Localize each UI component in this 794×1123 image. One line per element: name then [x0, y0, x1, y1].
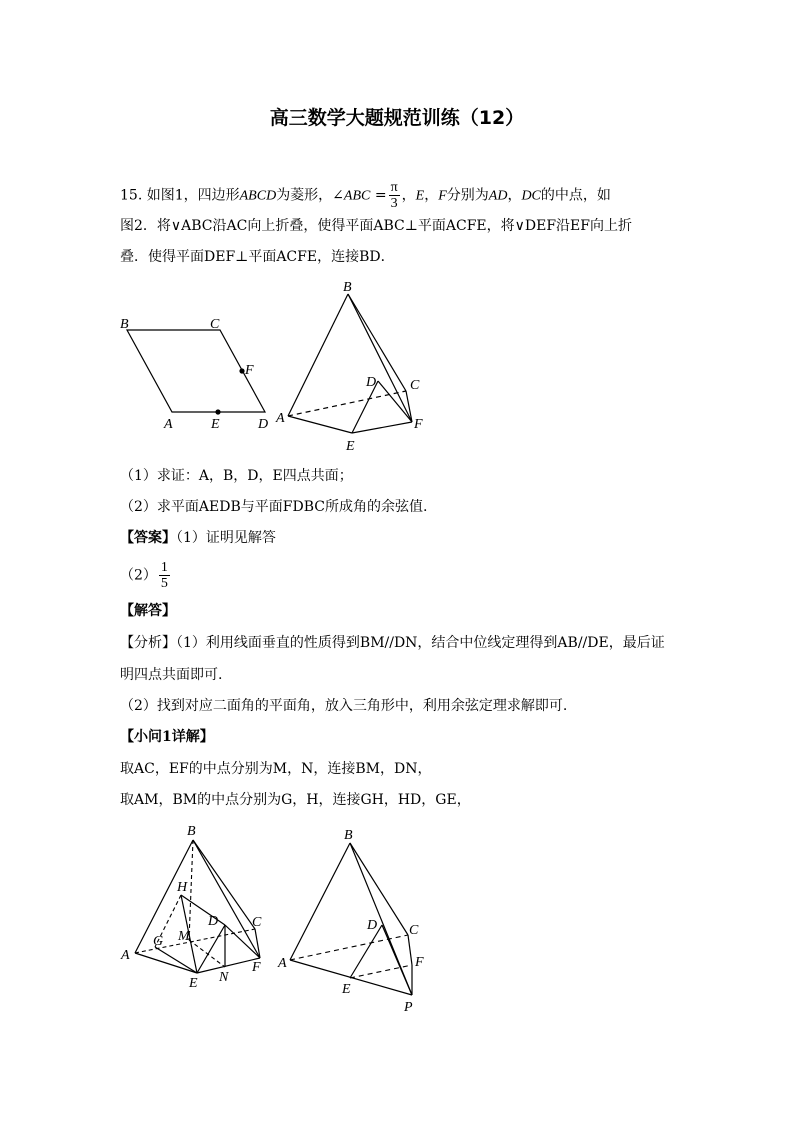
fig1-label-a: A: [164, 417, 173, 432]
problem-line-2: 图2．将∨ABC沿AC向上折叠，使得平面ABC⊥平面ACFE，将∨DEF沿EF向上折: [120, 218, 632, 234]
fig3-label-c: C: [252, 915, 262, 930]
fig3-label-b: B: [187, 824, 196, 839]
part1-label: 【小问1详解】: [120, 729, 214, 745]
fig2-label-b: B: [343, 280, 352, 295]
fig2-label-d: D: [366, 375, 377, 390]
problem-line-1: 15. 如图1，四边形ABCD为菱形，∠ABC = $\frac{\pi}{3}$ ，E，F分别为AD，DC的中点，如: [120, 180, 611, 211]
answer-line: 【答案】（1）证明见解答: [120, 530, 276, 546]
fig4-label-c: C: [409, 923, 419, 938]
fig4-label-a: A: [278, 956, 287, 971]
step-2: 取AM，BM的中点分别为G，H，连接GH，HD，GE，: [120, 792, 471, 808]
figure-4-solid: [272, 815, 442, 1015]
point-f: [239, 368, 244, 373]
figure-1-rhombus: [110, 310, 280, 435]
fig2-label-e: E: [346, 439, 355, 454]
figure-3-solid: [115, 815, 275, 995]
fig3-label-f: F: [252, 960, 261, 975]
problem-line-3: 叠．使得平面DEF⊥平面ACFE，连接BD．: [120, 249, 395, 265]
fig4-label-e: E: [342, 982, 351, 997]
fig2-label-f: F: [414, 417, 423, 432]
fig2-label-c: C: [410, 378, 420, 393]
fig3-label-g: G: [153, 934, 164, 949]
fig3-label-n: N: [219, 970, 229, 985]
pi-over-3-fraction: $\frac{\pi}{3}$: [390, 180, 398, 211]
fig1-label-f: F: [245, 363, 254, 378]
fig1-label-b: B: [120, 317, 129, 332]
fig4-label-b: B: [344, 828, 353, 843]
fig4-label-p: P: [404, 1000, 413, 1015]
fig1-label-e: E: [211, 417, 220, 432]
point-e: [215, 409, 220, 414]
analysis-line-3: （2）找到对应二面角的平面角，放入三角形中，利用余弦定理求解即可.: [120, 698, 568, 714]
fig3-label-a: A: [121, 948, 130, 963]
fig3-label-e: E: [189, 976, 198, 991]
fig1-label-c: C: [210, 317, 220, 332]
question-2: （2）求平面AEDB与平面FDBC所成角的余弦值.: [120, 499, 428, 515]
question-1: （1）求证：A，B，D，E四点共面；: [120, 468, 353, 484]
fig3-label-h: H: [177, 880, 188, 895]
solution-label: 【解答】: [120, 603, 176, 619]
step-1: 取AC，EF的中点分别为M，N，连接BM，DN，: [120, 761, 432, 777]
analysis-line-1: 【分析】（1）利用线面垂直的性质得到BM//DN，结合中位线定理得到AB//DE，最后证: [120, 635, 665, 651]
analysis-line-2: 明四点共面即可.: [120, 667, 223, 683]
answer-2-line: （2） $\frac{1}{5}$: [120, 560, 168, 591]
fig2-label-a: A: [276, 411, 285, 426]
fig3-label-d: D: [208, 914, 219, 929]
fig1-label-d: D: [258, 417, 269, 432]
fig4-label-f: F: [415, 955, 424, 970]
fig3-label-m: M: [178, 929, 190, 944]
page-title: 高三数学大题规范训练（12）: [269, 107, 525, 129]
figure-2-solid: [270, 278, 440, 458]
answer-fraction: $\frac{1}{5}$: [160, 560, 168, 591]
fig4-label-d: D: [367, 918, 378, 933]
